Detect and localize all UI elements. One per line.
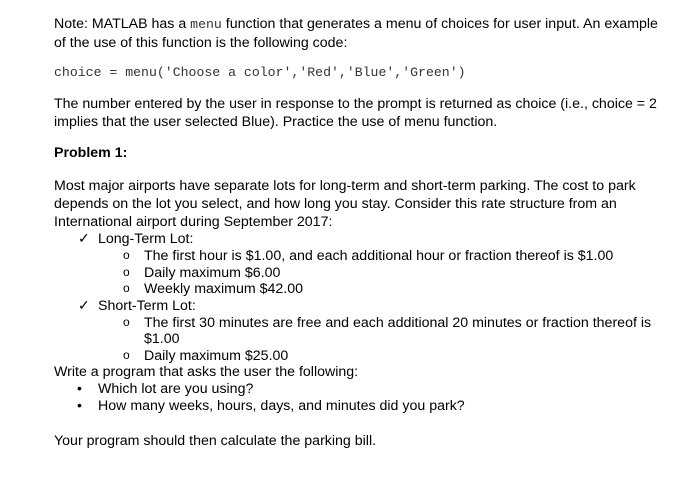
closing-paragraph: Your program should then calculate the parking bill. — [54, 433, 377, 449]
circle-bullet-icon: o — [123, 248, 130, 262]
bullet-icon: • — [77, 398, 82, 414]
rate-text: The first hour is $1.00, and each additional hour or fraction thereof is $1.00 — [144, 248, 614, 264]
rate-text: Daily maximum $6.00 — [144, 264, 281, 281]
checkmark-icon: ✓ — [78, 297, 90, 314]
question-item — [54, 381, 664, 398]
intro-paragraph: Most major airports have separate lots for long-term and short-term parking. The cost to park depends on the lot you select, and how long you stay. Consider this rate structure from an International airport during September 2017: — [54, 178, 636, 230]
lot-label: Long-Term Lot: — [98, 231, 194, 247]
lot-item-long-term — [54, 231, 664, 298]
circle-bullet-icon: o — [123, 314, 130, 329]
problem-heading: Problem 1: — [54, 145, 128, 161]
lot-item-short-term — [54, 298, 664, 365]
lot-label: Short-Term Lot: — [98, 297, 196, 314]
bullet-icon: • — [77, 381, 82, 397]
rate-item — [54, 248, 664, 265]
rate-text: Daily maximum $25.00 — [144, 347, 289, 364]
note-prefix: Note: MATLAB has a — [54, 16, 191, 32]
circle-bullet-icon: o — [123, 264, 130, 279]
question-text: How many weeks, hours, days, and minutes did you park? — [98, 398, 465, 414]
document-page — [54, 15, 664, 450]
question-list — [54, 381, 664, 415]
rate-item — [54, 348, 664, 365]
note-paragraph — [54, 15, 664, 52]
write-prompt: Write a program that asks the user the following: — [54, 364, 359, 380]
note-suffix: function that generates a menu of choices for user input. An example of the use of this function is the following code: — [54, 16, 658, 51]
rate-item — [54, 315, 664, 348]
rate-list — [54, 315, 664, 365]
rate-text: Weekly maximum $42.00 — [144, 281, 304, 297]
rate-text: The first 30 minutes are free and each additional 20 minutes or fraction thereof is $1.00 — [144, 314, 652, 347]
circle-bullet-icon: o — [123, 347, 130, 362]
question-text: Which lot are you using? — [98, 381, 254, 397]
checkmark-icon: ✓ — [78, 231, 90, 247]
rate-item — [54, 281, 664, 298]
lot-list — [54, 231, 664, 364]
menu-function-name: menu — [190, 17, 222, 32]
rate-item — [54, 265, 664, 282]
question-item — [54, 398, 664, 415]
rate-list — [54, 248, 664, 298]
circle-bullet-icon: o — [123, 281, 130, 295]
code-example: choice = menu('Choose a color','Red','Blue','Green') — [54, 65, 466, 80]
explanation-paragraph: The number entered by the user in response to the prompt is returned as choice (i.e., choice = 2 implies that the user selected Blue). Practice the use of menu function. — [54, 96, 657, 130]
